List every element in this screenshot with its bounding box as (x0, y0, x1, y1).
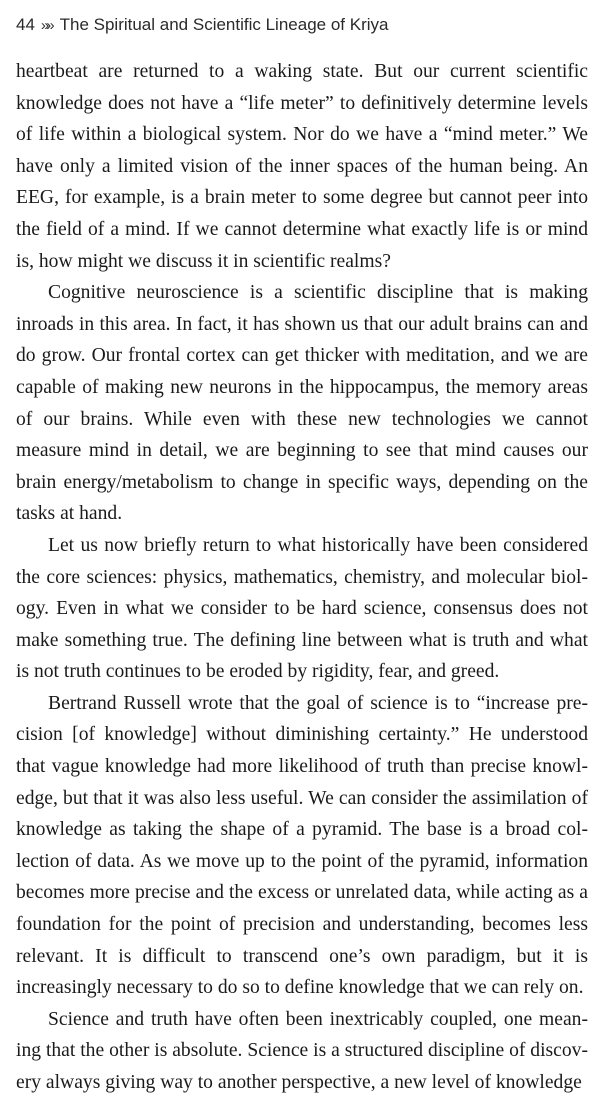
running-head-title: The Spiritual and Scientific Lineage of Kriya (59, 15, 389, 34)
body-text (16, 56, 588, 1099)
paragraph-core-sciences: Let us now briefly return to what historically have been considered the core sciences: physics, mathematics, chemistry, and molecular biology. Even in what we consider to be hard science, consensus does not make something true. The defining line between what is truth and what is not truth continues to be eroded by rigidity, fear, and greed. (16, 534, 588, 683)
paragraph-science-truth: Science and truth have often been inextricably coupled, one meaning that the other is absolute. Science is a structured discipline of discovery always giving way to another perspective, a new level of knowledge (16, 1008, 588, 1093)
paragraph-neuroscience: Cognitive neuroscience is a scientific discipline that is making inroads in this area. In fact, it has shown us that our adult brains can and do grow. Our frontal cortex can get thicker with meditation, and we are capable of making new neurons in the hippocampus, the memory areas of our brains. While even with these new technologies we cannot measure mind in detail, we are beginning to see that mind causes our brain energy/metabolism to change in specific ways, depending on the tasks at hand. (16, 282, 588, 525)
paragraph-russell: Bertrand Russell wrote that the goal of science is to “increase precision [of knowledge] without diminishing certainty.” He understood that vague knowledge had more likelihood of truth than precise knowledge, but that it was also less useful. We can consider the assimilation of knowledge as taking the shape of a pyramid. The base is a broad collection of data. As we move up to the point of the pyramid, information becomes more precise and the excess or unrelated data, while acting as a foundation for the point of precision and understanding, becomes less relevant. It is difficult to transcend one’s own paradigm, but it is increasingly necessary to do so to define knowledge that we can rely on. (16, 692, 588, 999)
ornament-icon: »» (40, 16, 52, 34)
running-head (16, 12, 388, 38)
paragraph-continued: heartbeat are returned to a waking state. But our current scientific knowledge does not have a “life meter” to definitively determine levels of life within a biological system. Nor do we have a “mind meter.” We have only a limited vision of the inner spaces of the human being. An EEG, for example, is a brain meter to some degree but cannot peer into the field of a mind. If we cannot determine what exactly life is or mind is, how might we discuss it in scientific realms? (16, 61, 588, 272)
page-number: 44 (16, 15, 35, 34)
